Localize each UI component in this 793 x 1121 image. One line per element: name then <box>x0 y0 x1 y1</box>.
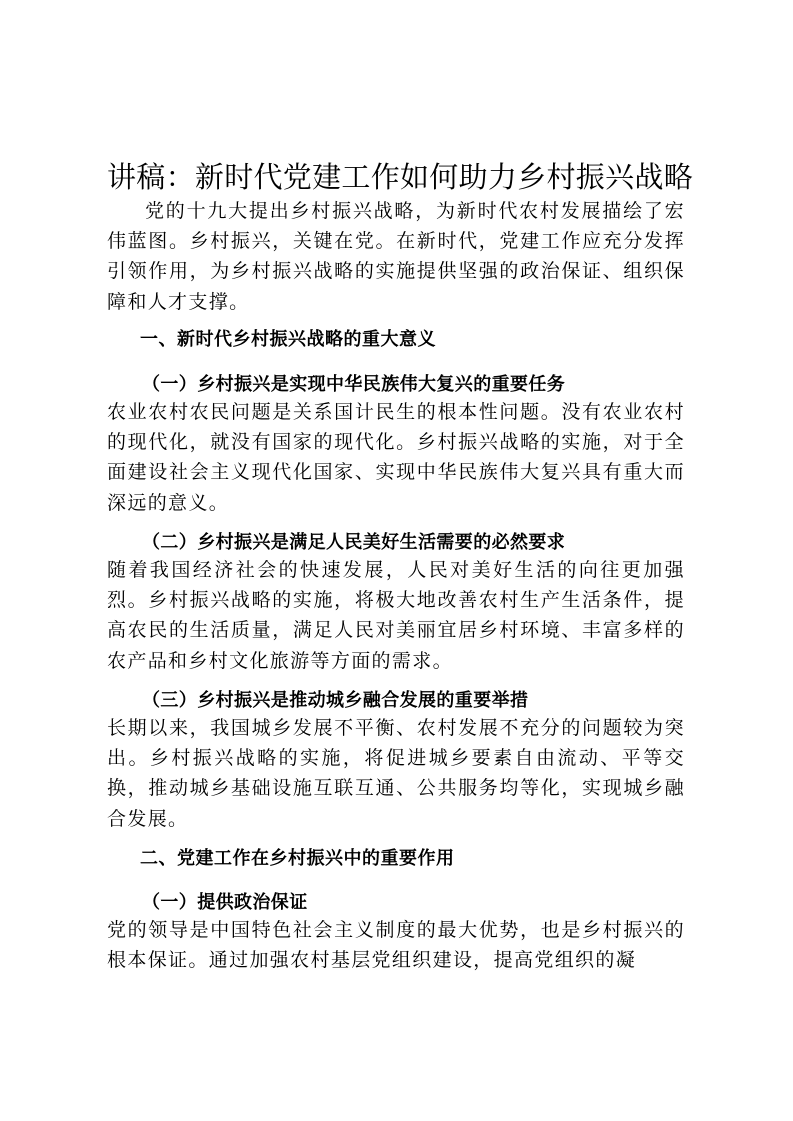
intro-paragraph: 党的十九大提出乡村振兴战略，为新时代农村发展描绘了宏伟蓝图。乡村振兴，关键在党。在新时代，党建工作应充分发挥引领作用，为乡村振兴战略的实施提供坚强的政治保证、组织保障和人才支撑。 <box>107 200 685 313</box>
section-1-sub-1-body: 农业农村农民问题是关系国计民生的根本性问题。没有农业农村的现代化，就没有国家的现代化。乡村振兴战略的实施，对于全面建设社会主义现代化国家、实现中华民族伟大复兴具有重大而深远的意义。 <box>107 401 685 514</box>
section-1-sub-1-heading: （一）乡村振兴是实现中华民族伟大复兴的重要任务 <box>142 374 566 395</box>
section-2-sub-1-heading: （一）提供政治保证 <box>142 892 308 913</box>
document-title: 讲稿：新时代党建工作如何助力乡村振兴战略 <box>107 160 694 195</box>
section-2-heading: 二、党建工作在乡村振兴中的重要作用 <box>140 848 455 869</box>
section-1-sub-2-heading: （二）乡村振兴是满足人民美好生活需要的必然要求 <box>142 532 566 553</box>
section-2-sub-1-body: 党的领导是中国特色社会主义制度的最大优势，也是乡村振兴的根本保证。通过加强农村基层党组织建设，提高党组织的凝 <box>107 919 685 972</box>
section-1-sub-3-heading: （三）乡村振兴是推动城乡融合发展的重要举措 <box>142 690 529 711</box>
section-1-sub-2-body: 随着我国经济社会的快速发展，人民对美好生活的向往更加强烈。乡村振兴战略的实施，将极大地改善农村生产生活条件，提高农民的生活质量，满足人民对美丽宜居乡村环境、丰富多样的农产品和乡村文化旅游等方面的需求。 <box>107 559 685 672</box>
section-1-heading: 一、新时代乡村振兴战略的重大意义 <box>140 329 436 350</box>
section-1-sub-3-body: 长期以来，我国城乡发展不平衡、农村发展不充分的问题较为突出。乡村振兴战略的实施，将促进城乡要素自由流动、平等交换，推动城乡基础设施互联互通、公共服务均等化，实现城乡融合发展。 <box>107 717 685 830</box>
